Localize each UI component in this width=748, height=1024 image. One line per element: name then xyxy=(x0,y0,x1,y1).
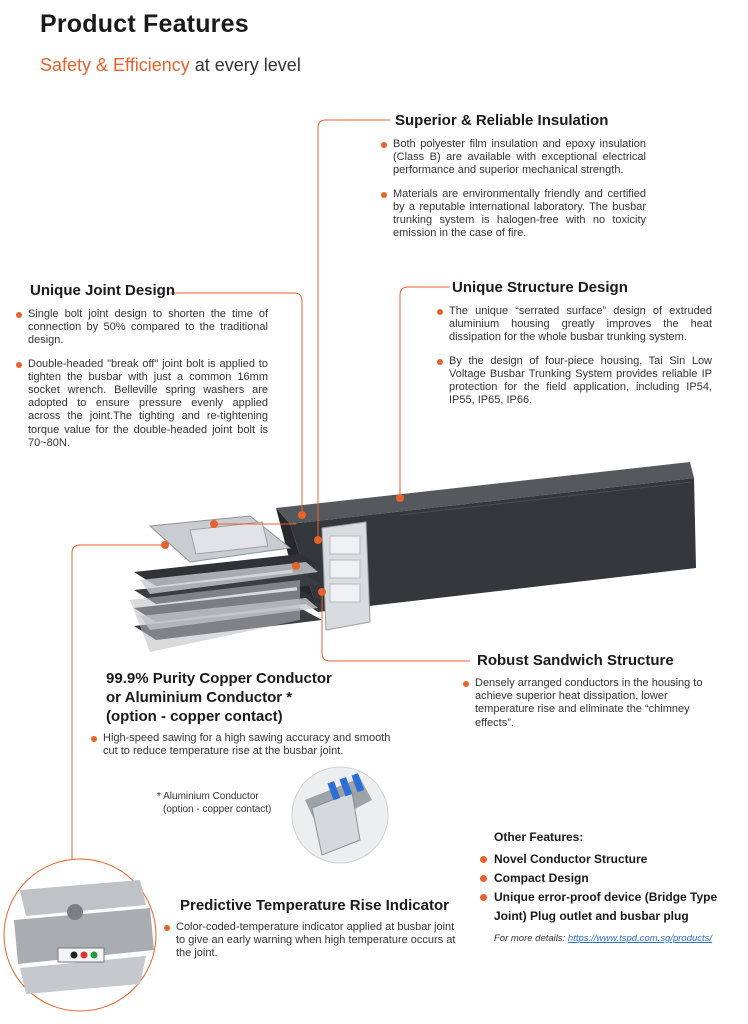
joint-point: Single bolt joint design to shorten the time of connection by 50% compared to the traditional design. xyxy=(16,308,268,348)
aluminium-note xyxy=(157,790,271,816)
subtitle-accent: Safety & Efficiency xyxy=(40,55,190,75)
insulation-point: Both polyester film insulation and epoxy insulation (Class B) are available with exceptional electrical performance and superior mechanical strength. xyxy=(381,138,646,178)
other-features-list xyxy=(480,850,730,926)
insulation-points xyxy=(381,138,646,250)
indicator-point: Color-coded-temperature indicator applied at busbar joint to give an early warning when high temperature occurs at the joint. xyxy=(164,921,464,961)
housing-end-profile xyxy=(322,522,370,630)
subtitle-rest: at every level xyxy=(194,55,301,75)
copper-heading-line: 99.9% Purity Copper Conductor xyxy=(106,670,332,687)
copper-heading-line: or Aluminium Conductor * xyxy=(106,689,293,706)
structure-points xyxy=(437,305,712,417)
aluminium-note-line: (option - copper contact) xyxy=(163,804,272,815)
details-line xyxy=(494,933,712,944)
copper-points xyxy=(91,732,391,768)
details-link[interactable]: https://www.tspd.com.sg/products/ xyxy=(567,933,713,944)
sandwich-heading: Robust Sandwich Structure xyxy=(477,652,674,669)
indicator-points xyxy=(164,921,464,971)
other-features-title: Other Features: xyxy=(494,830,584,844)
copper-heading-line: (option - copper contact) xyxy=(106,708,283,725)
other-feature-item: Novel Conductor Structure xyxy=(480,850,730,869)
page-title: Product Features xyxy=(40,10,249,38)
copper-point: High-speed sawing for a high sawing accuracy and smooth cut to reduce temperature rise at the busbar joint. xyxy=(91,732,391,758)
sandwich-points xyxy=(463,677,703,740)
insulation-heading: Superior & Reliable Insulation xyxy=(395,112,609,129)
details-label: For more details: xyxy=(494,933,566,944)
structure-point: The unique “serrated surface” design of extruded aluminium housing greatly improves the heat dissipation for the whole busbar trunking system. xyxy=(437,305,712,345)
joint-point: Double-headed "break off" joint bolt is applied to tighten the busbar with just a common 16mm socket wrench. Belleville spring washers are adopted to ensure pressure evenly applied across the joint.The tighting and re-tightening torque value for the double-headed joint bolt is 70~80N. xyxy=(16,358,268,450)
joint-heading: Unique Joint Design xyxy=(30,282,176,299)
other-feature-item: Unique error-proof device (Bridge Type Joint) Plug outlet and busbar plug xyxy=(480,888,730,926)
indicator-inset xyxy=(4,859,156,1011)
joint-points xyxy=(16,308,268,460)
copper-heading xyxy=(106,669,332,726)
other-feature-item: Compact Design xyxy=(480,869,730,888)
indicator-heading: Predictive Temperature Rise Indicator xyxy=(180,897,449,914)
aluminium-inset xyxy=(292,767,388,863)
structure-point: By the design of four-piece housing, Tai Sin Low Voltage Busbar Trunking System provides reliable IP protection for the field application, including IP54, IP55, IP65, IP66. xyxy=(437,355,712,408)
sandwich-point: Densely arranged conductors in the housing to achieve superior heat dissipation, lower temperature rise and eliminate the “chimney effects”. xyxy=(463,677,703,730)
structure-heading: Unique Structure Design xyxy=(452,279,628,296)
aluminium-note-line: * Aluminium Conductor xyxy=(157,791,259,802)
insulation-point: Materials are environmentally friendly and certified by a reputable international laboratory. The busbar trunking system is halogen-free with no toxicity emission in the case of fire. xyxy=(381,188,646,241)
